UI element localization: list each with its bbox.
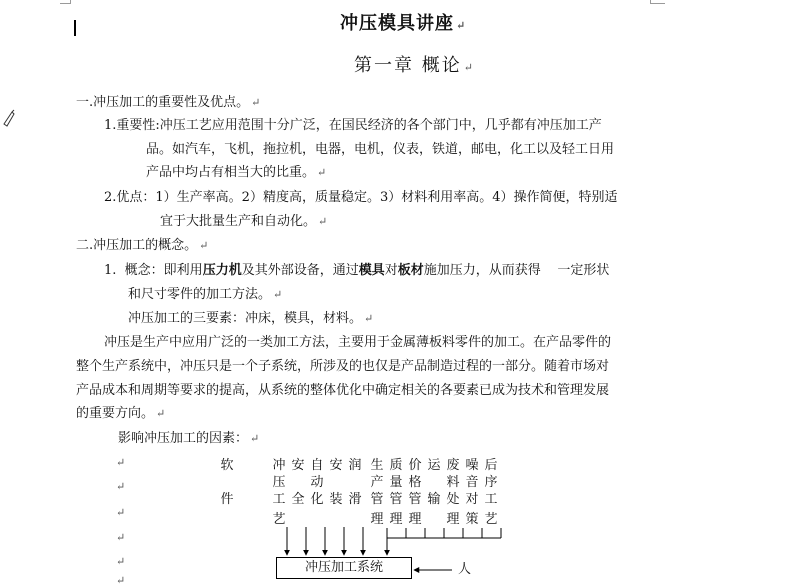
factor-char: 滑 [348,492,362,507]
paragraph-line[interactable]: 冲压是生产中应用广泛的一类加工方法，主要用于金属薄板料零件的加工。在产品零件的 [104,335,612,350]
factor-char: 工 [272,492,286,507]
empty-paragraph-mark: ↵ [116,506,126,519]
person-label: 人 [458,562,472,577]
factor-char: 处 [446,492,460,507]
factor-char: 价 [408,458,422,473]
software-label-char: 件 [220,492,234,507]
factor-char: 理 [408,512,422,527]
document-title[interactable]: 冲压模具讲座 ↵ [340,13,467,34]
factor-char: 艺 [484,512,498,527]
factor-char: 冲 [272,458,286,473]
factor-char: 理 [446,512,460,527]
paragraph-line[interactable]: 整个生产系统中，冲压只是一个子系统，所涉及的也仅是产品制造过程的一部分。随着市场对 [76,359,610,374]
paragraph-line[interactable]: 产品成本和周期等要求的提高，从系统的整体优化中确定相关的各要素已成为技术和管理发展 [76,383,610,398]
factor-char: 输 [427,492,441,507]
empty-paragraph-mark: ↵ [116,574,126,587]
factor-char: 序 [484,475,498,490]
factor-char: 格 [408,475,422,490]
factor-char: 音 [465,475,479,490]
paragraph-line[interactable]: 的重要方向。 ↵ [76,406,166,421]
margin-corner-mark [650,0,665,4]
paragraph-line[interactable]: 1.重要性:冲压工艺应用范围十分广泛，在国民经济的各个部门中，几乎都有冲压加工产 [104,118,602,133]
paragraph-line[interactable]: 品。如汽车，飞机，拖拉机，电器，电机，仪表，铁道，邮电，化工以及轻工日用 [146,142,615,157]
software-label-char: 软 [220,458,234,473]
paragraph-line[interactable]: 宜于大批量生产和自动化。 ↵ [160,214,328,229]
factor-char: 噪 [465,458,479,473]
paragraph-line[interactable]: 影响冲压加工的因素： ↵ [118,431,260,446]
factor-char: 运 [427,458,441,473]
factor-char: 艺 [272,512,286,527]
factor-char: 理 [389,512,403,527]
factor-char: 化 [310,492,324,507]
empty-paragraph-mark: ↵ [116,555,126,568]
factor-char: 理 [370,512,384,527]
stamping-system-box[interactable]: 冲压加工系统 [276,557,412,579]
factor-char: 管 [408,492,422,507]
factor-char: 后 [484,458,498,473]
factor-char: 安 [329,458,343,473]
factor-char: 产 [370,475,384,490]
factor-char: 量 [389,475,403,490]
factor-char: 生 [370,458,384,473]
factor-char: 对 [465,492,479,507]
factor-char: 全 [291,492,305,507]
factor-char: 装 [329,492,343,507]
factor-char: 管 [370,492,384,507]
factor-char: 废 [446,458,460,473]
factor-char: 润 [348,458,362,473]
paragraph-line[interactable]: 产品中均占有相当大的比重。 ↵ [146,165,327,180]
factor-char: 安 [291,458,305,473]
factor-char: 质 [389,458,403,473]
mouse-pointer-icon [2,108,16,128]
paragraph-line[interactable]: 1. 概念：即利用压力机及其外部设备，通过模具对板材施加压力，从而获得 一定形状 [104,263,610,278]
factor-char: 自 [310,458,324,473]
empty-paragraph-mark: ↵ [116,480,126,493]
factor-char: 管 [389,492,403,507]
section-heading[interactable]: 一.冲压加工的重要性及优点。 ↵ [76,95,261,110]
section-heading[interactable]: 二.冲压加工的概念。 ↵ [76,238,209,253]
empty-paragraph-mark: ↵ [116,531,126,544]
factor-char: 料 [446,475,460,490]
factor-char: 策 [465,512,479,527]
text-cursor [74,20,76,36]
paragraph-line[interactable]: 和尺寸零件的加工方法。 ↵ [128,287,283,302]
factor-char: 压 [272,475,286,490]
paragraph-line[interactable]: 2.优点：1）生产率高。2）精度高，质量稳定。3）材料利用率高。4）操作简便，特别适 [104,190,618,205]
factor-char: 动 [310,475,324,490]
factor-char: 工 [484,492,498,507]
paragraph-line[interactable]: 冲压加工的三要素：冲床，模具，材料。 ↵ [128,311,374,326]
margin-corner-mark [60,0,71,4]
chapter-heading[interactable]: 第一章 概论 ↵ [354,55,475,76]
empty-paragraph-mark: ↵ [116,456,126,469]
